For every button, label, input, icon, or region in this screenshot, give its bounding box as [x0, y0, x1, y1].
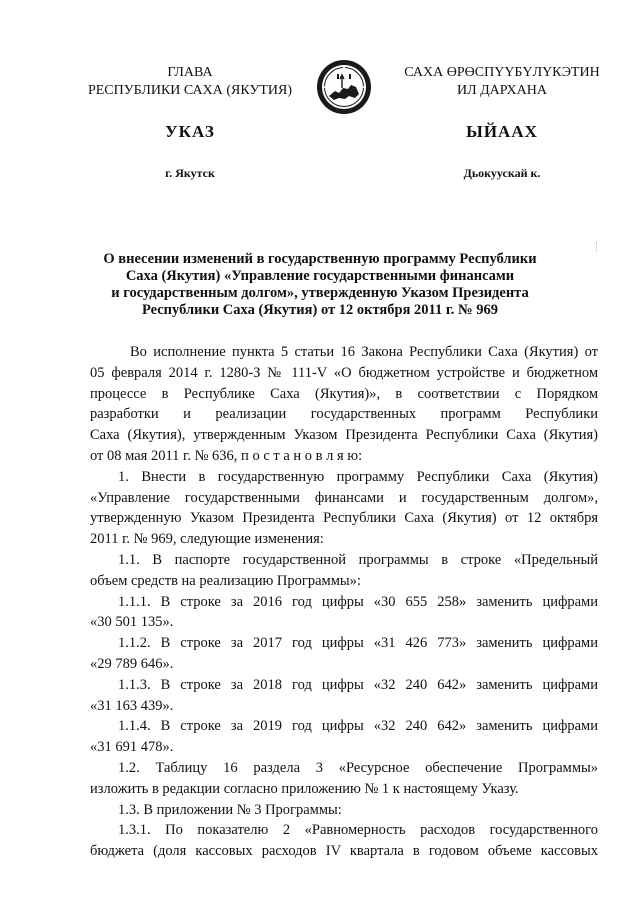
issuer-line: ГЛАВА	[167, 65, 213, 80]
body-line-text: объем средств на реализацию Программы»:	[90, 572, 361, 589]
body-line-text: 1.1.2. В строке за 2017 год цифры «31 426 773» заменить цифрами	[118, 635, 598, 652]
body-line	[90, 800, 598, 821]
scan-mark	[596, 242, 598, 252]
body-line	[90, 779, 598, 800]
decree-body	[90, 342, 598, 862]
body-line	[90, 467, 598, 488]
body-line-text: «Управление государственными финансами и государственным долгом»,	[90, 489, 598, 506]
body-line-text: утвержденную Указом Президента Республики Саха (Якутия) от 12 октября	[90, 510, 598, 527]
city-ru: г. Якутск	[165, 166, 215, 180]
issuer-line: РЕСПУБЛИКИ САХА (ЯКУТИЯ)	[87, 83, 293, 98]
body-line-text: Во исполнение пункта 5 статьи 16 Закона Республики Саха (Якутия) от	[130, 344, 598, 360]
body-line-text: «31 691 478».	[90, 739, 174, 756]
body-line-text: процессе в Республике Саха (Якутия)», в соответствии с Порядком	[90, 385, 598, 402]
body-line-text: «31 163 439».	[90, 697, 174, 714]
body-line	[90, 675, 598, 696]
city-sakha: Дьокуускай к.	[463, 166, 541, 180]
body-line	[90, 404, 598, 425]
body-line	[90, 508, 598, 529]
body-line-text: 2011 г. № 969, следующие изменения:	[90, 531, 324, 548]
body-line	[90, 446, 598, 467]
doc-type-ru: УКАЗ	[165, 122, 215, 141]
body-line-text: 1.1.1. В строке за 2016 год цифры «30 655 258» заменить цифрами	[118, 593, 598, 610]
body-line-text: бюджета (доля кассовых расходов IV квартала в годовом объеме кассовых	[90, 843, 598, 860]
body-line-text: разработки и реализации государственных программ Республики	[90, 406, 598, 423]
body-line-text: 05 февраля 2014 г. 1280-З № 111-V «О бюджетном устройстве и бюджетном	[90, 364, 598, 381]
body-line	[90, 716, 598, 737]
body-line	[90, 737, 598, 758]
body-line	[90, 654, 598, 675]
decree-title	[80, 251, 560, 319]
coat-of-arms-icon	[315, 58, 373, 116]
body-line	[90, 592, 598, 613]
title-line: Республики Саха (Якутия) от 12 октября 2011 г. № 969	[141, 302, 499, 318]
body-line-text: 1.3.1. По показателю 2 «Равномерность расходов государственного	[118, 822, 598, 839]
body-line	[90, 820, 598, 841]
body-line-text: изложить в редакции согласно приложению № 1 к настоящему Указу.	[90, 780, 519, 797]
body-line-text: «29 789 646».	[90, 655, 174, 672]
body-line	[90, 696, 598, 717]
body-line	[90, 550, 598, 571]
body-line-text: 1.1.3. В строке за 2018 год цифры «32 240 642» заменить цифрами	[118, 676, 598, 693]
body-line-text: 1.1. В паспорте государственной программы в строке «Предельный	[118, 551, 598, 568]
body-line-text: Саха (Якутия), утвержденным Указом Президента Республики Саха (Якутия)	[90, 427, 598, 444]
body-line-text: 1.2. Таблицу 16 раздела 3 «Ресурсное обеспечение Программы»	[118, 759, 598, 776]
issuer-line: ИЛ ДАРХАНА	[456, 83, 547, 98]
body-line	[90, 363, 598, 384]
issuer-header-sakha	[382, 64, 622, 100]
body-line	[90, 612, 598, 633]
body-line-text: 1.1.4. В строке за 2019 год цифры «32 240 642» заменить цифрами	[118, 718, 598, 735]
title-line: и государственным долгом», утвержденную Указом Президента	[111, 285, 529, 301]
body-line-text: 1.3. В приложении № 3 Программы:	[118, 801, 342, 818]
body-line	[90, 384, 598, 405]
body-line-text: «30 501 135».	[90, 614, 174, 631]
title-line: О внесении изменений в государственную программу Республики	[103, 251, 537, 267]
title-line: Саха (Якутия) «Управление государственными финансами	[125, 268, 515, 284]
body-line-text: от 08 мая 2011 г. № 636, п о с т а н о в л я ю:	[90, 447, 363, 464]
body-line-text: 1. Внести в государственную программу Республики Саха (Якутия)	[118, 468, 598, 485]
body-line	[90, 342, 598, 363]
body-line	[90, 571, 598, 592]
body-line	[90, 425, 598, 446]
issuer-header-ru	[70, 64, 310, 100]
issuer-line: САХА ӨРӨСПҮҮБҮЛҮКЭТИН	[404, 65, 600, 80]
body-line	[90, 633, 598, 654]
body-line	[90, 488, 598, 509]
body-line	[90, 841, 598, 862]
doc-type-sakha: ЫЙААХ	[466, 122, 538, 141]
body-line	[90, 529, 598, 550]
body-line	[90, 758, 598, 779]
